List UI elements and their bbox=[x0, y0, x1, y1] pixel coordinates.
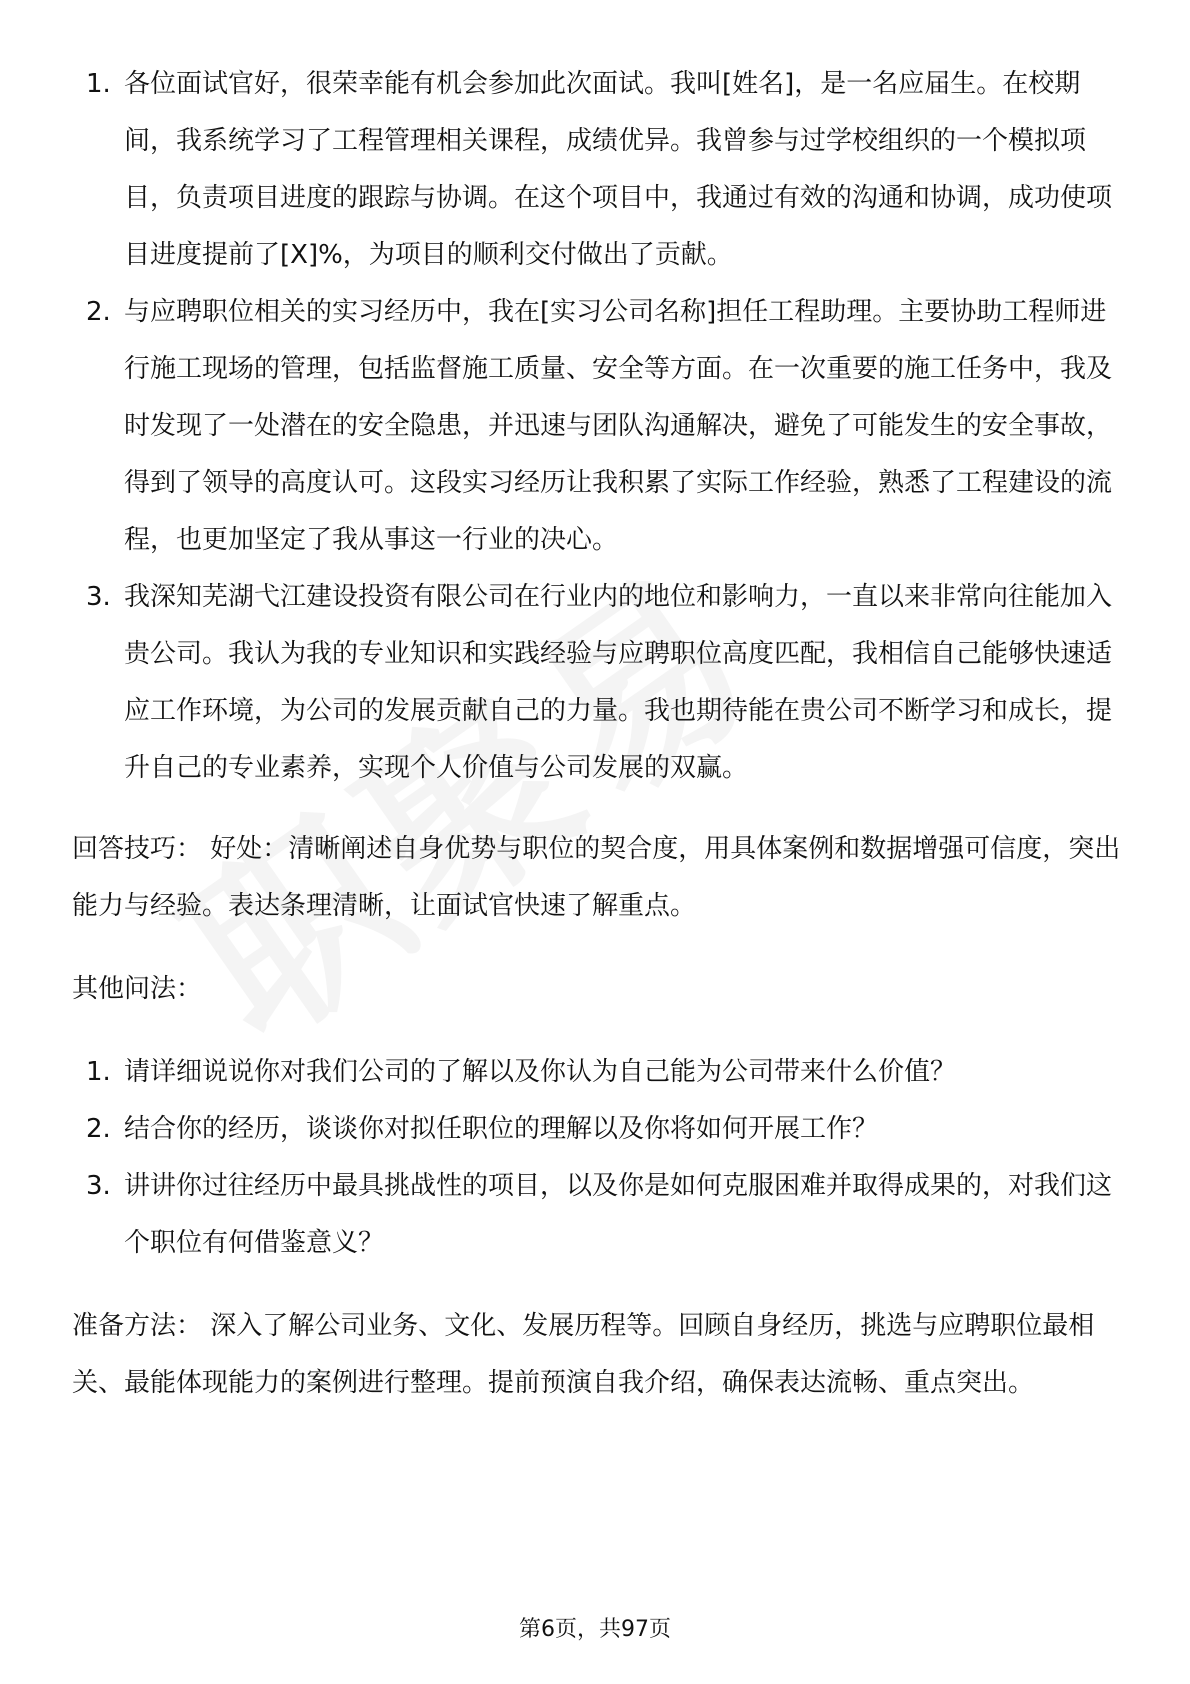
document-page bbox=[72, 56, 1122, 1412]
list-number: 1. bbox=[86, 1057, 111, 1087]
tips-text: 好处：清晰阐述自身优势与职位的契合度，用具体案例和数据增强可信度，突出能力与经验。表达条理清晰，让面试官快速了解重点。 bbox=[72, 834, 1121, 921]
other-questions-heading: 其他问法： bbox=[72, 974, 203, 1004]
list-number: 2. bbox=[86, 1114, 111, 1144]
list-item bbox=[72, 569, 1122, 797]
prep-paragraph bbox=[72, 1298, 1122, 1412]
list-item bbox=[72, 1158, 1122, 1272]
list-number: 2. bbox=[86, 297, 111, 327]
list-text: 与应聘职位相关的实习经历中，我在[实习公司名称]担任工程助理。主要协助工程师进行施工现场的管理，包括监督施工质量、安全等方面。在一次重要的施工任务中，我及时发现了一处潜在的安全隐患，并迅速与团队沟通解决，避免了可能发生的安全事故，得到了领导的高度认可。这段实习经历让我积累了实际工作经验，熟悉了工程建设的流程，也更加坚定了我从事这一行业的决心。 bbox=[124, 297, 1113, 555]
list-text: 各位面试官好，很荣幸能有机会参加此次面试。我叫[姓名]，是一名应届生。在校期间，我系统学习了工程管理相关课程，成绩优异。我曾参与过学校组织的一个模拟项目，负责项目进度的跟踪与协调。在这个项目中，我通过有效的沟通和协调，成功使项目进度提前了[X]%，为项目的顺利交付做出了贡献。 bbox=[124, 69, 1113, 270]
list-text: 结合你的经历，谈谈你对拟任职位的理解以及你将如何开展工作？ bbox=[124, 1114, 879, 1144]
list-item bbox=[72, 56, 1122, 284]
list-number: 3. bbox=[86, 582, 111, 612]
other-questions-list bbox=[72, 1044, 1122, 1272]
list-item bbox=[72, 284, 1122, 569]
answer-list bbox=[72, 56, 1122, 797]
list-number: 1. bbox=[86, 69, 111, 99]
list-text: 讲讲你过往经历中最具挑战性的项目，以及你是如何克服困难并取得成果的，对我们这个职位有何借鉴意义？ bbox=[124, 1171, 1113, 1258]
list-text: 请详细说说你对我们公司的了解以及你认为自己能为公司带来什么价值？ bbox=[124, 1057, 957, 1087]
list-number: 3. bbox=[86, 1171, 111, 1201]
list-text: 我深知芜湖弋江建设投资有限公司在行业内的地位和影响力，一直以来非常向往能加入贵公司。我认为我的专业知识和实践经验与应聘职位高度匹配，我相信自己能够快速适应工作环境，为公司的发展贡献自己的力量。我也期待能在贵公司不断学习和成长，提升自己的专业素养，实现个人价值与公司发展的双赢。 bbox=[124, 582, 1113, 783]
tips-label: 回答技巧： bbox=[72, 834, 203, 864]
list-item bbox=[72, 1044, 1122, 1101]
prep-label: 准备方法： bbox=[72, 1311, 203, 1341]
page-number: 第6页，共97页 bbox=[519, 1617, 671, 1642]
list-item bbox=[72, 1101, 1122, 1158]
prep-text: 深入了解公司业务、文化、发展历程等。回顾自身经历，挑选与应聘职位最相关、最能体现能力的案例进行整理。提前预演自我介绍，确保表达流畅、重点突出。 bbox=[72, 1311, 1095, 1398]
tips-paragraph bbox=[72, 821, 1122, 935]
